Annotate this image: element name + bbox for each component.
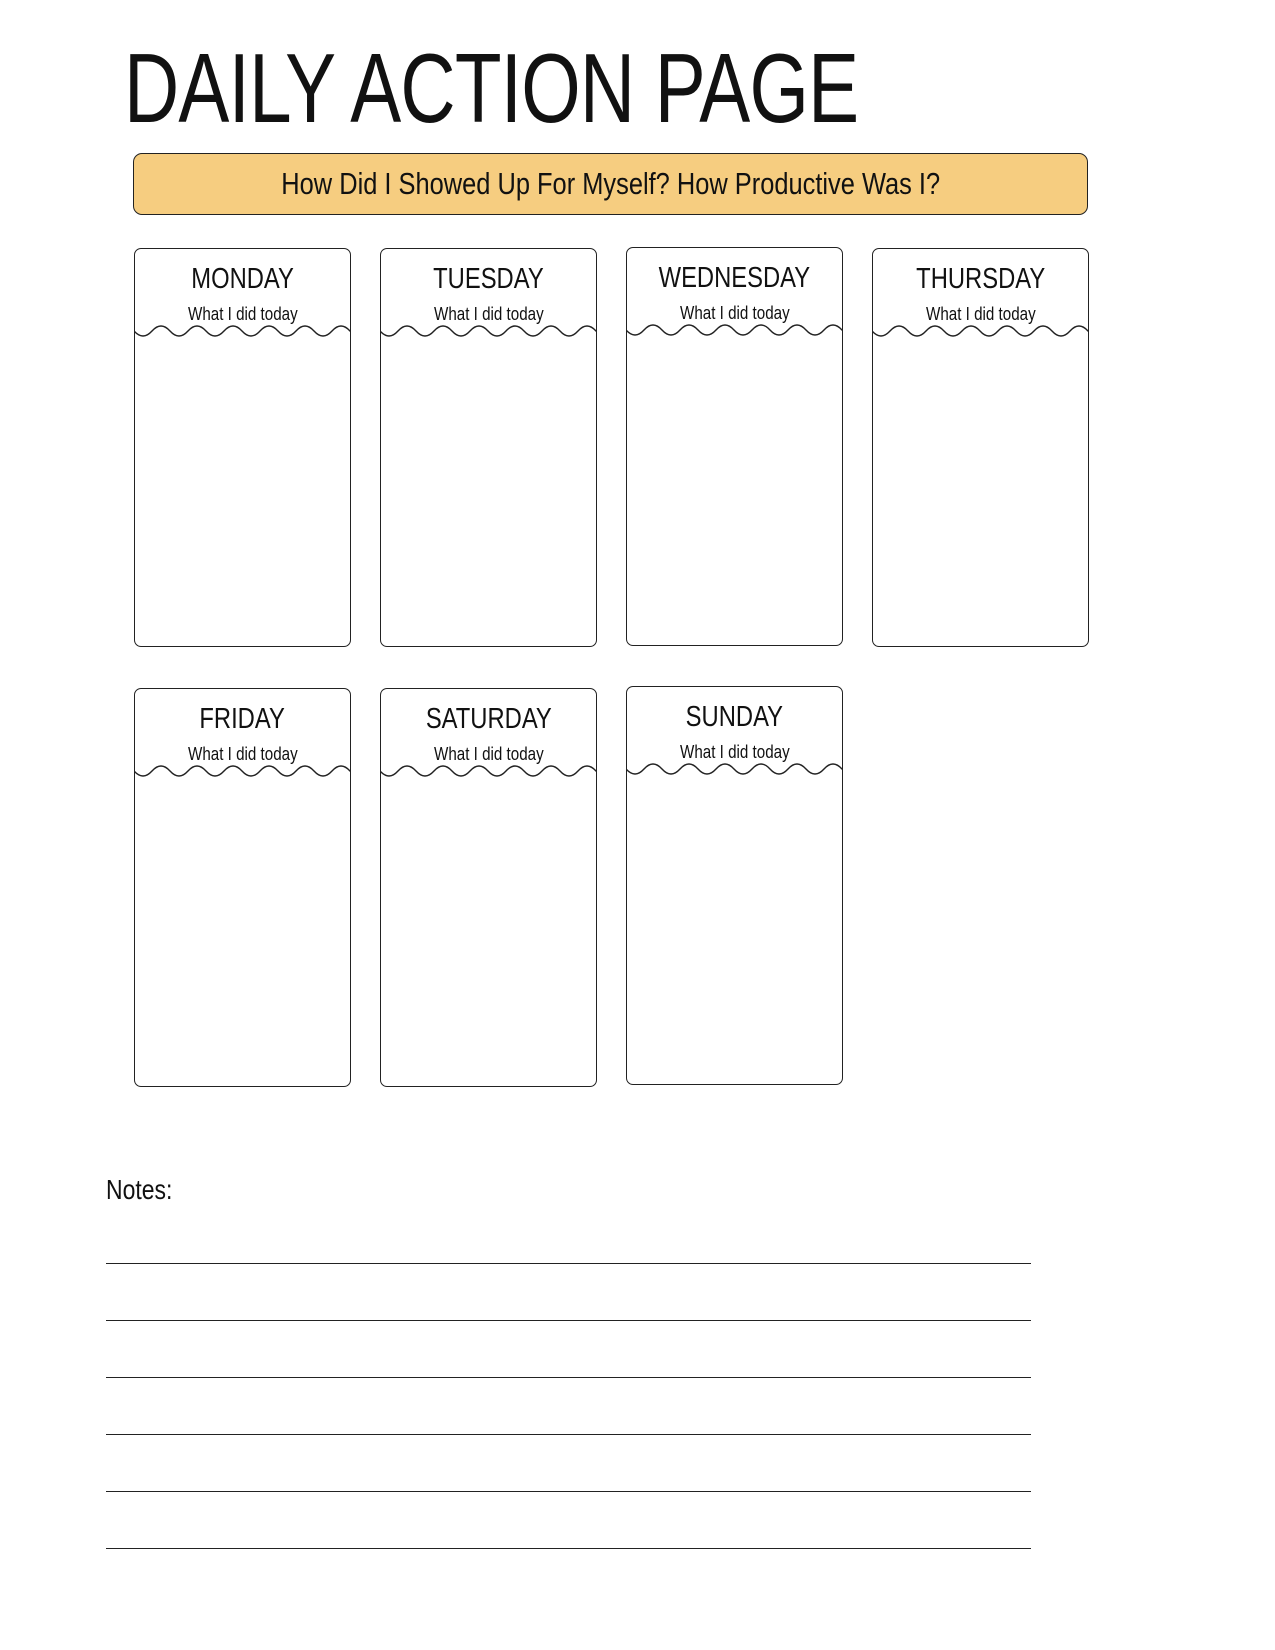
day-subtitle: What I did today [679,741,790,762]
day-card-saturday [380,688,597,1087]
entry-area-saturday[interactable] [381,785,596,1086]
notes-label: Notes: [106,1174,173,1205]
day-card-friday [134,688,351,1087]
page-title: DAILY ACTION PAGE [124,33,859,143]
entry-area-friday[interactable] [135,785,350,1086]
wave-divider [626,763,843,783]
day-subtitle: What I did today [187,303,298,324]
wave-divider [134,765,351,785]
entry-area-tuesday[interactable] [381,345,596,646]
notes-line[interactable] [106,1377,1031,1378]
day-subtitle: What I did today [433,743,544,764]
notes-line[interactable] [106,1320,1031,1321]
day-name: SUNDAY [685,701,784,733]
wave-divider [872,325,1089,345]
day-subtitle: What I did today [679,302,790,323]
day-name: TUESDAY [433,263,544,295]
day-card-sunday [626,686,843,1085]
entry-area-sunday[interactable] [627,783,842,1084]
day-card-tuesday [380,248,597,647]
wave-divider [626,324,843,344]
wave-divider [380,325,597,345]
banner-question: How Did I Showed Up For Myself? How Productive Was I? [281,166,940,201]
day-subtitle: What I did today [925,303,1036,324]
notes-line[interactable] [106,1434,1031,1435]
entry-area-monday[interactable] [135,345,350,646]
notes-line[interactable] [106,1548,1031,1549]
day-name: MONDAY [191,263,294,295]
day-subtitle: What I did today [433,303,544,324]
day-name: THURSDAY [915,263,1046,295]
notes-line[interactable] [106,1263,1031,1264]
wave-divider [134,325,351,345]
wave-divider [380,765,597,785]
question-banner [133,153,1088,215]
day-card-monday [134,248,351,647]
entry-area-thursday[interactable] [873,345,1088,646]
entry-area-wednesday[interactable] [627,344,842,645]
day-subtitle: What I did today [187,743,298,764]
day-card-wednesday [626,247,843,646]
day-name: SATURDAY [425,703,552,735]
day-name: FRIDAY [199,703,286,735]
notes-line[interactable] [106,1491,1031,1492]
day-name: WEDNESDAY [658,262,811,294]
day-card-thursday [872,248,1089,647]
